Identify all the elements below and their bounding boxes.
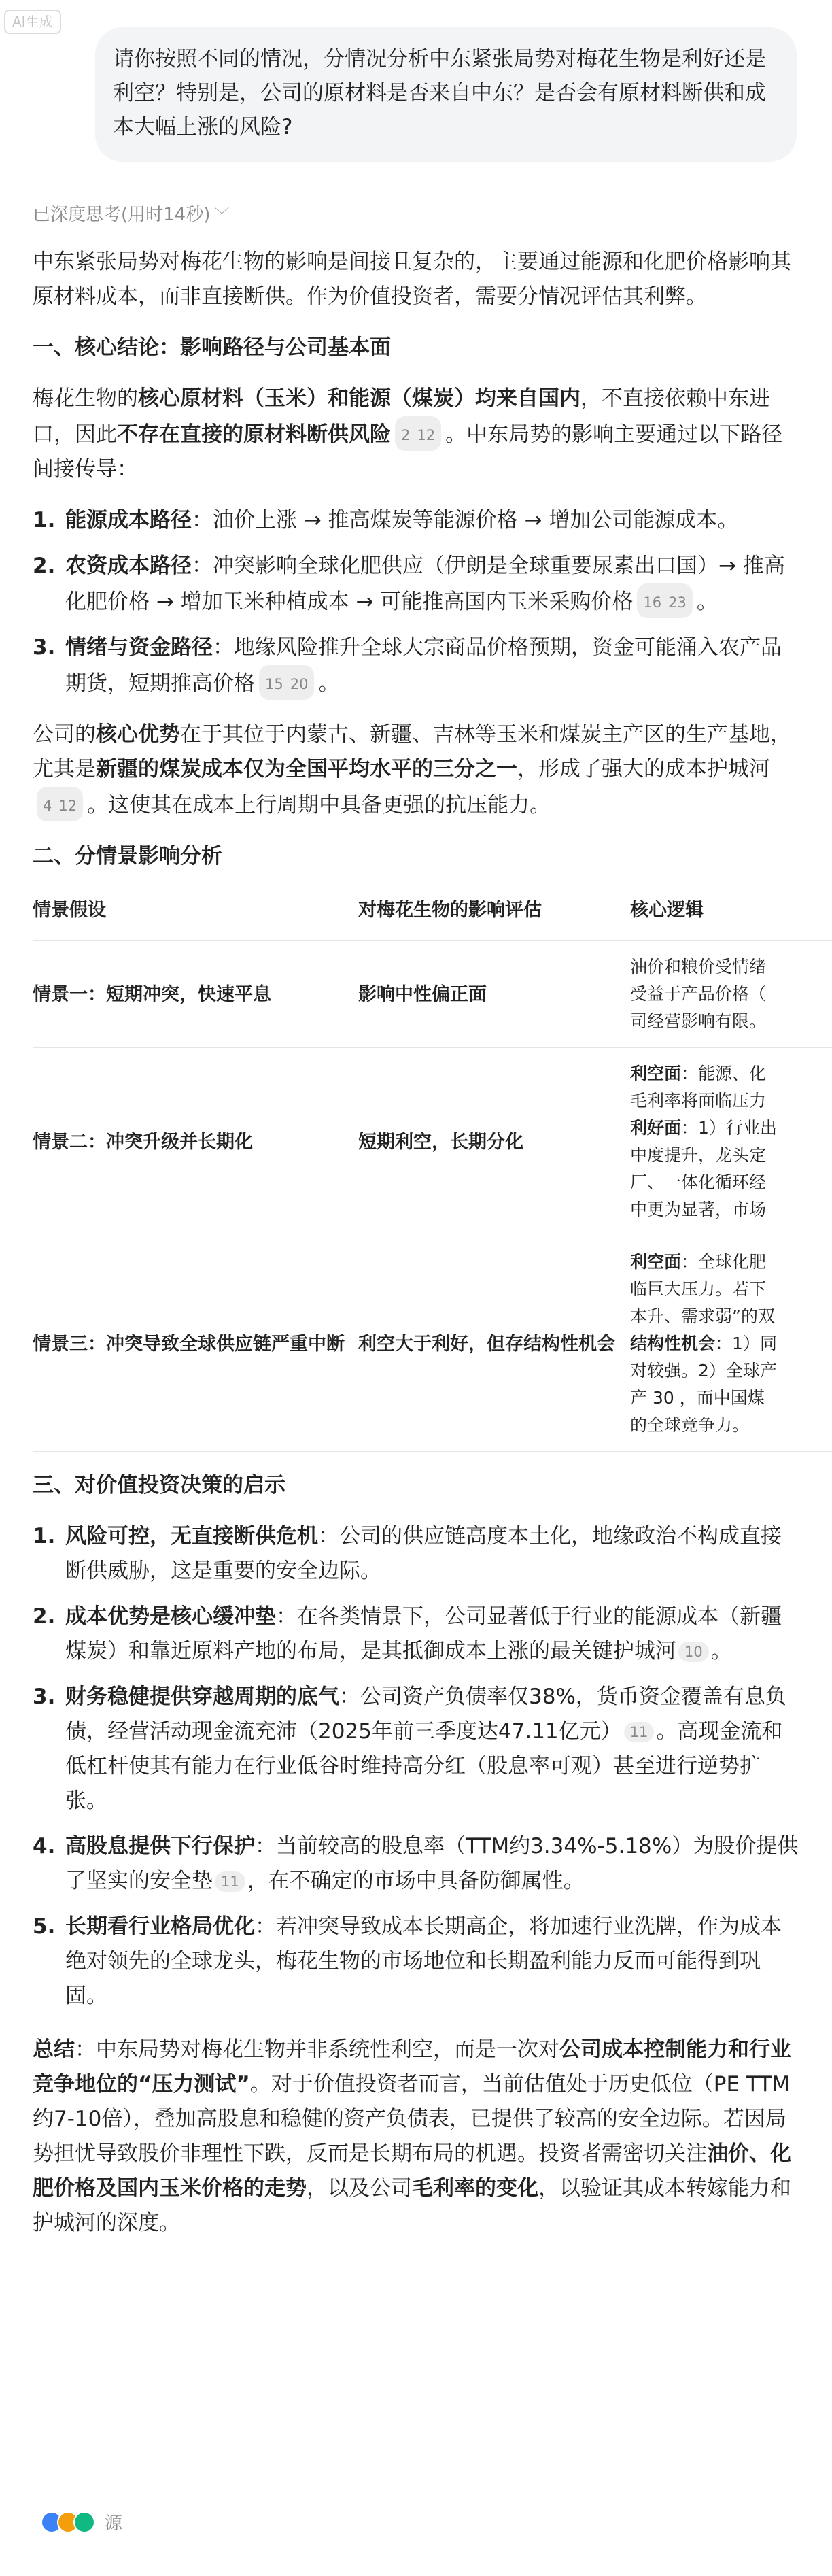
- section-1-heading: 一、核心结论：影响路径与公司基本面: [33, 335, 391, 360]
- bold-text: 油价、化肥价格及国内玉米价格的走势: [33, 2141, 791, 2201]
- scenario-cell: 情景二：冲突升级并长期化: [33, 1048, 358, 1236]
- list-item-text: ：冲突影响全球化肥供应（伊朗是全球重要尿素出口国）→ 推高化肥价格 → 增加玉米种植成本 → 可能推高国内玉米采购价格: [65, 554, 785, 614]
- ref-number: 23: [668, 594, 687, 611]
- bold-text: 核心优势: [96, 722, 180, 747]
- list-item-text: ：若冲突导致成本长期高企，将加速行业洗牌，作为成本绝对领先的全球龙头，梅花生物的市场地位和长期盈利能力反而可能得到巩固。: [65, 1914, 782, 2008]
- list-item-title: 风险可控，无直接断供危机: [65, 1524, 318, 1548]
- ref-number: 16: [643, 594, 662, 611]
- logic-text: 毛利率将面临压力: [630, 1091, 767, 1111]
- logic-text: ：能源、化: [681, 1064, 767, 1083]
- text: ，不直接依赖中东进口，因此: [33, 386, 770, 447]
- logic-line: [630, 1357, 832, 1385]
- column-header: 情景假设: [33, 879, 358, 941]
- list-item: [33, 630, 801, 701]
- impact-cell: 影响中性偏正面: [358, 941, 630, 1048]
- list-number: 2.: [33, 554, 56, 578]
- list-item: [33, 1599, 801, 1669]
- citation-ref[interactable]: [637, 583, 692, 618]
- punct: 。: [710, 1639, 732, 1663]
- logic-label: 利空面: [630, 1252, 682, 1272]
- scenario-cell: 情景一：短期冲突，快速平息: [33, 941, 358, 1048]
- user-query-bubble: 请你按照不同的情况，分情况分析中东紧张局势对梅花生物是利好还是利空？特别是，公司的原材料是否来自中东？是否会有原材料断供和成本大幅上涨的风险?: [95, 27, 797, 162]
- list-item-title: 情绪与资金路径: [65, 635, 213, 660]
- list-item: [33, 1680, 801, 1818]
- bold-text: 新疆的煤炭成本仅为全国平均水平的三分之一: [96, 757, 517, 781]
- logic-text: 受益于产品价格（: [630, 984, 767, 1004]
- table-row: [33, 1236, 832, 1452]
- citation-ref[interactable]: 10: [678, 1642, 709, 1662]
- logic-line: [630, 1385, 832, 1412]
- summary-paragraph: [33, 2033, 801, 2241]
- logic-cell: [630, 941, 832, 1048]
- answer-content: [33, 245, 801, 2241]
- list-item-text: ：在各类情景下，公司显著低于行业的能源成本（新疆煤炭）和靠近原料产地的布局，是其抵御成本上涨的最关键护城河: [65, 1604, 782, 1663]
- table-header-row: [33, 879, 832, 941]
- text: 。中东局势的影响主要通过以下路径间接传导：: [33, 422, 783, 481]
- list-item-title: 成本优势是核心缓冲垫: [65, 1604, 276, 1629]
- logic-line: [630, 1008, 832, 1035]
- chevron-down-icon: ﹀: [214, 207, 230, 224]
- list-item: [33, 549, 801, 620]
- logic-label: 结构性机会: [630, 1334, 716, 1353]
- ref-number: 12: [58, 798, 77, 814]
- section-3-list: [33, 1519, 801, 2014]
- list-item-title: 财务稳健提供穿越周期的底气: [65, 1684, 339, 1709]
- bold-text: 不存在直接的原材料断供风险: [117, 422, 391, 447]
- logic-text: 司经营影响有限。: [630, 1011, 767, 1031]
- intro-paragraph: 中东紧张局势对梅花生物的影响是间接且复杂的，主要通过能源和化肥价格影响其原材料成本，而非直接断供。作为价值投资者，需要分情况评估其利弊。: [33, 250, 791, 309]
- section-2-heading: 二、分情景影响分析: [33, 844, 222, 868]
- logic-text: 中更为显著，市场: [630, 1200, 767, 1219]
- column-header: 核心逻辑: [630, 879, 832, 941]
- sources-footer[interactable]: [41, 2509, 122, 2535]
- list-number: 4.: [33, 1834, 56, 1859]
- logic-cell: [630, 1236, 832, 1452]
- ref-number: 4: [43, 798, 52, 814]
- logic-line: [630, 1169, 832, 1196]
- list-number: 3.: [33, 635, 56, 660]
- sources-label: 源: [105, 2513, 123, 2534]
- list-item: [33, 1910, 801, 2014]
- table-row: [33, 1048, 832, 1236]
- text: ：中东局势对梅花生物并非系统性利空，而是一次对: [75, 2037, 559, 2062]
- text: ，形成了强大的成本护城河: [517, 757, 770, 781]
- logic-line: [630, 1412, 832, 1439]
- list-item-title: 长期看行业格局优化: [65, 1914, 255, 1939]
- section-3-heading: 三、对价值投资决策的启示: [33, 1473, 285, 1497]
- text: 。对于价值投资者而言，当前估值处于历史低位（PE TTM约7-10倍），叠加高股息和稳健的资产负债表，已提供了较高的安全边际。若因局势担忧导致股价非理性下跌，反而是长期布局的机遇。投资者需密切关注: [33, 2072, 790, 2166]
- impact-cell: 短期利空，长期分化: [358, 1048, 630, 1236]
- list-item-text: ：油价上涨 → 推高煤炭等能源价格 → 增加公司能源成本。: [192, 508, 739, 532]
- list-item-text: ：当前较高的股息率（TTM约3.34%-5.18%）为股价提供了坚实的安全垫: [65, 1834, 799, 1893]
- ref-number: 15: [265, 676, 283, 692]
- list-item: [33, 1829, 801, 1899]
- list-number: 5.: [33, 1914, 56, 1939]
- list-number: 2.: [33, 1604, 56, 1629]
- logic-line: [630, 953, 832, 981]
- text: ，以及公司: [307, 2176, 412, 2201]
- citation-ref[interactable]: 11: [624, 1722, 655, 1742]
- punct: 。: [318, 671, 340, 696]
- logic-label: 利好面: [630, 1118, 682, 1138]
- citation-ref[interactable]: [395, 416, 441, 451]
- list-item-text: ：地缘风险推升全球大宗商品价格预期，资金可能涌入农产品期货，短期推高价格: [65, 635, 782, 696]
- logic-text: 本升、需求弱”的双: [630, 1306, 775, 1326]
- list-item: [33, 1519, 801, 1589]
- list-item-text: ：公司资产负债率仅38%，货币资金覆盖有息负债，经营活动现金流充沛（2025年前三季度达47.11亿元）: [65, 1684, 786, 1744]
- table-row: [33, 941, 832, 1048]
- logic-line: [630, 981, 832, 1008]
- logic-cell: [630, 1048, 832, 1236]
- logic-line: [630, 1115, 832, 1142]
- list-item-text: ：公司的供应链高度本土化，地缘政治不构成直接断供威胁，这是重要的安全边际。: [65, 1524, 782, 1583]
- logic-line: [630, 1087, 832, 1115]
- section-1-paragraph-1: [33, 382, 801, 487]
- citation-ref[interactable]: [259, 665, 314, 700]
- text: ，以验证其成本转嫁能力和护城河的深度。: [33, 2176, 791, 2235]
- logic-line: [630, 1249, 832, 1276]
- impact-cell: 利空大于利好，但存结构性机会: [358, 1236, 630, 1452]
- scenario-cell: 情景三：冲突导致全球供应链严重中断: [33, 1236, 358, 1452]
- ref-number: 2: [401, 427, 411, 443]
- logic-text: 中度提升，龙头定: [630, 1145, 767, 1165]
- list-item-title: 农资成本路径: [65, 554, 192, 578]
- list-item-tail: 。高现金流和低杠杆使其有能力在行业低谷时维持高分红（股息率可观）甚至进行逆势扩张。: [65, 1719, 783, 1813]
- text: 梅花生物的: [33, 386, 138, 411]
- summary-label: 总结: [33, 2037, 75, 2062]
- logic-text: ：全球化肥: [681, 1252, 767, 1272]
- logic-line: [630, 1142, 832, 1169]
- logic-line: [630, 1196, 832, 1223]
- text: 在于其位于内蒙古、新疆、吉林等玉米和煤炭主产区的生产基地，尤其是: [33, 722, 791, 781]
- bold-text: 核心原材料（玉米）和能源（煤炭）均来自国内: [138, 386, 580, 411]
- logic-line: [630, 1060, 832, 1087]
- section-1-paragraph-2: [33, 717, 801, 823]
- logic-text: 厂、一体化循环经: [630, 1172, 767, 1192]
- list-number: 1.: [33, 508, 56, 532]
- punct: 。: [696, 590, 718, 614]
- logic-text: 的全球竞争力。: [630, 1415, 750, 1435]
- logic-text: 产 30 ，而中国煤: [630, 1388, 765, 1408]
- logic-line: [630, 1330, 832, 1357]
- thinking-label: 已深度思考(用时14秒): [33, 205, 211, 225]
- logic-text: 油价和粮价受情绪: [630, 957, 767, 977]
- list-number: 1.: [33, 1524, 56, 1548]
- bold-text: 毛利率的变化: [412, 2176, 538, 2201]
- ref-number: 12: [417, 427, 436, 443]
- scenario-table: [33, 879, 832, 1452]
- deep-thinking-toggle[interactable]: [33, 201, 229, 230]
- list-item-title: 能源成本路径: [65, 508, 192, 532]
- logic-label: 利空面: [630, 1064, 682, 1083]
- scenario-table-scroll[interactable]: [33, 879, 832, 1452]
- logic-text: 对较强。2）全球产: [630, 1361, 777, 1380]
- citation-ref[interactable]: [37, 787, 83, 821]
- list-item-tail: ，在不确定的市场中具备防御属性。: [247, 1869, 585, 1893]
- section-1-list: [33, 503, 801, 701]
- citation-ref[interactable]: 11: [215, 1871, 245, 1892]
- ref-number: 20: [290, 676, 309, 692]
- column-header: 对梅花生物的影响评估: [358, 879, 630, 941]
- text: 。这使其在成本上行周期中具备更强的抗压能力。: [87, 793, 551, 817]
- bold-text: 公司成本控制能力和行业竞争地位的“压力测试”: [33, 2037, 791, 2097]
- source-icon: [73, 2511, 95, 2533]
- logic-line: [630, 1303, 832, 1330]
- list-item: [33, 503, 801, 538]
- logic-text: ：1）行业出: [681, 1118, 777, 1138]
- logic-text: ：1）同: [715, 1334, 777, 1353]
- list-number: 3.: [33, 1684, 56, 1709]
- text: 公司的: [33, 722, 96, 747]
- ai-generated-badge: AI生成: [4, 10, 61, 34]
- logic-text: 临巨大压力。若下: [630, 1279, 767, 1299]
- list-item-title: 高股息提供下行保护: [65, 1834, 255, 1859]
- logic-line: [630, 1276, 832, 1303]
